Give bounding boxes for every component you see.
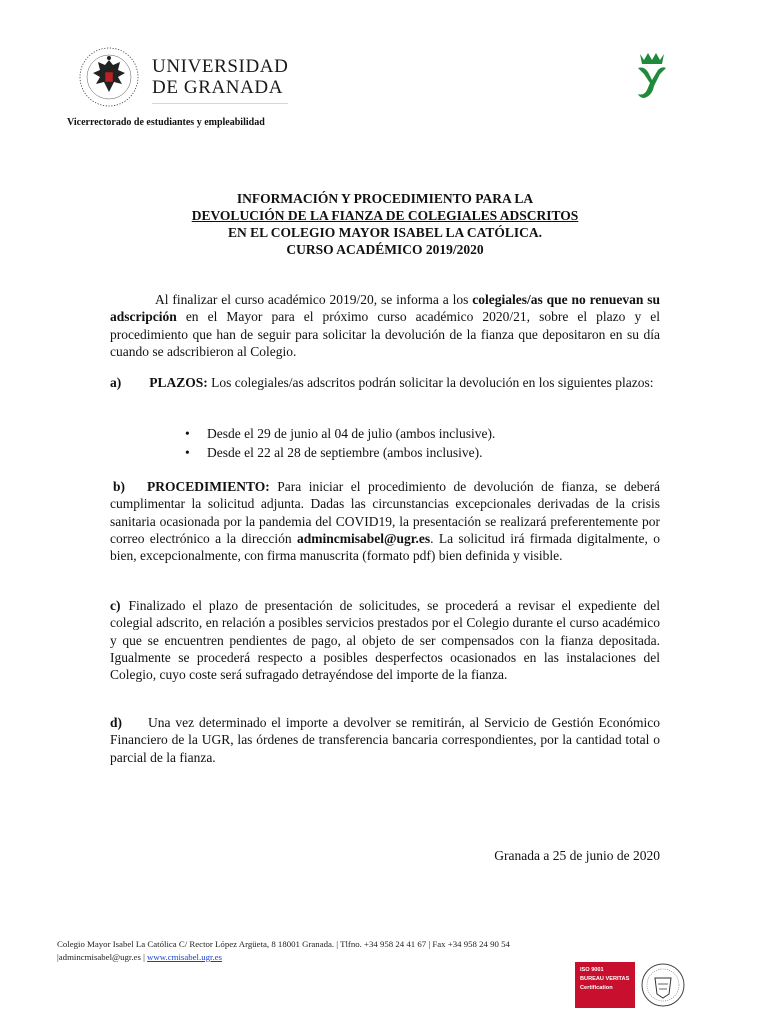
university-granada-seal-icon <box>78 46 140 108</box>
vicerrectorado-label: Vicerrectorado de estudiantes y empleabilidad <box>67 117 265 128</box>
cert-type-label: Certification <box>580 985 613 991</box>
section-procedimiento <box>110 478 660 564</box>
section-a-heading: PLAZOS: <box>149 375 208 390</box>
footer-website-link[interactable]: www.cmisabel.ugr.es <box>147 952 222 962</box>
section-c-label: c) <box>110 598 121 613</box>
section-b-text-before: Para iniciar el procedimiento de devolución de fianza, se deberá cumplimentar la solicitud adjunta. Dadas las circunstancias excepcionales derivadas de la crisis sanitaria ocasionada por la pandemia del COVID19, la presentación se realizará preferentemente por correo electrónico a la dirección <box>110 479 660 546</box>
title-line-1: INFORMACIÓN Y PROCEDIMIENTO PARA LA <box>236 191 534 206</box>
intro-paragraph <box>110 291 660 360</box>
intro-bold-text: colegiales/as que no renuevan su adscripción <box>110 292 660 325</box>
title-line-3: EN EL COLEGIO MAYOR ISABEL LA CATÓLICA. <box>228 225 542 240</box>
section-c-text: Finalizado el plazo de presentación de solicitudes, se procederá a revisar el expediente del colegial adscrito, en relación a posibles servicios prestados por el Colegio durante el curso académico y que se encuentren pendientes de pago, al objeto de ser compensados con la fianza depositada. Igualmente se procederá respecto a posibles desperfectos ocasionados en las instalaciones del Colegio, cuyo coste será sufragado detrayéndose del importe de la fianza. <box>110 598 660 683</box>
colegio-y-crown-icon <box>632 50 672 102</box>
admin-email-link[interactable]: admincmisabel@ugr.es <box>296 530 431 546</box>
section-b-label: b) <box>113 479 126 494</box>
university-name <box>152 56 288 98</box>
iso-certification-box <box>575 962 635 1008</box>
list-item: • Desde el 29 de junio al 04 de julio (ambos inclusive). <box>185 425 665 444</box>
intro-text-before: Al finalizar el curso académico 2019/20, se informa a los <box>155 292 473 307</box>
university-name-line1: UNIVERSIDAD <box>152 56 289 77</box>
plazos-list <box>185 425 665 462</box>
list-item: • Desde el 22 al 28 de septiembre (ambos inclusive). <box>185 444 665 463</box>
footer-contact <box>57 951 510 964</box>
section-d <box>110 714 660 766</box>
section-b-text-after: . La solicitud irá firmada digitalmente, o bien, excepcionalmente, con firma manuscrita (formato pdf) bien definida y visible. <box>110 530 660 564</box>
university-name-line2: DE GRANADA <box>152 77 284 98</box>
section-b-heading: PROCEDIMIENTO: <box>147 479 270 494</box>
intro-text-after: en el Mayor para el próximo curso académico 2020/21, sobre el plazo y el procedimiento que han de seguir para solicitar la devolución de la fianza que depositaron en su día cuando se adscribieron al Colegio. <box>110 309 660 359</box>
footer-address: Colegio Mayor Isabel La Católica C/ Rector López Argüeta, 8 18001 Granada. | Tlfno. +34 958 24 41 67 | Fax +34 958 24 90 54 <box>57 939 510 949</box>
section-plazos <box>110 374 660 391</box>
section-d-label: d) <box>110 715 123 730</box>
section-c <box>110 597 660 683</box>
cert-company-label: BUREAU VERITAS <box>580 976 630 982</box>
document-title <box>110 190 660 258</box>
certification-badge <box>575 962 690 1008</box>
cert-iso-label: ISO 9001 <box>580 967 604 973</box>
document-date: Granada a 25 de junio de 2020 <box>494 848 660 863</box>
footer-email[interactable]: |admincmisabel@ugr.es | <box>57 952 148 962</box>
footer <box>57 938 510 964</box>
title-line-4: CURSO ACADÉMICO 2019/2020 <box>286 242 484 257</box>
section-d-text: Una vez determinado el importe a devolver se remitirán, al Servicio de Gestión Económico Financiero de la UGR, las órdenes de transferencia bancaria correspondientes, por la cantidad total o parcial de la fianza. <box>110 715 660 765</box>
title-line-2: DEVOLUCIÓN DE LA FIANZA DE COLEGIALES ADSCRITOS <box>191 208 579 223</box>
header-divider <box>152 103 288 104</box>
section-a-text: Los colegiales/as adscritos podrán solicitar la devolución en los siguientes plazos: <box>207 375 654 390</box>
section-a-label: a) <box>110 375 122 390</box>
bureau-veritas-seal-icon <box>639 962 687 1008</box>
